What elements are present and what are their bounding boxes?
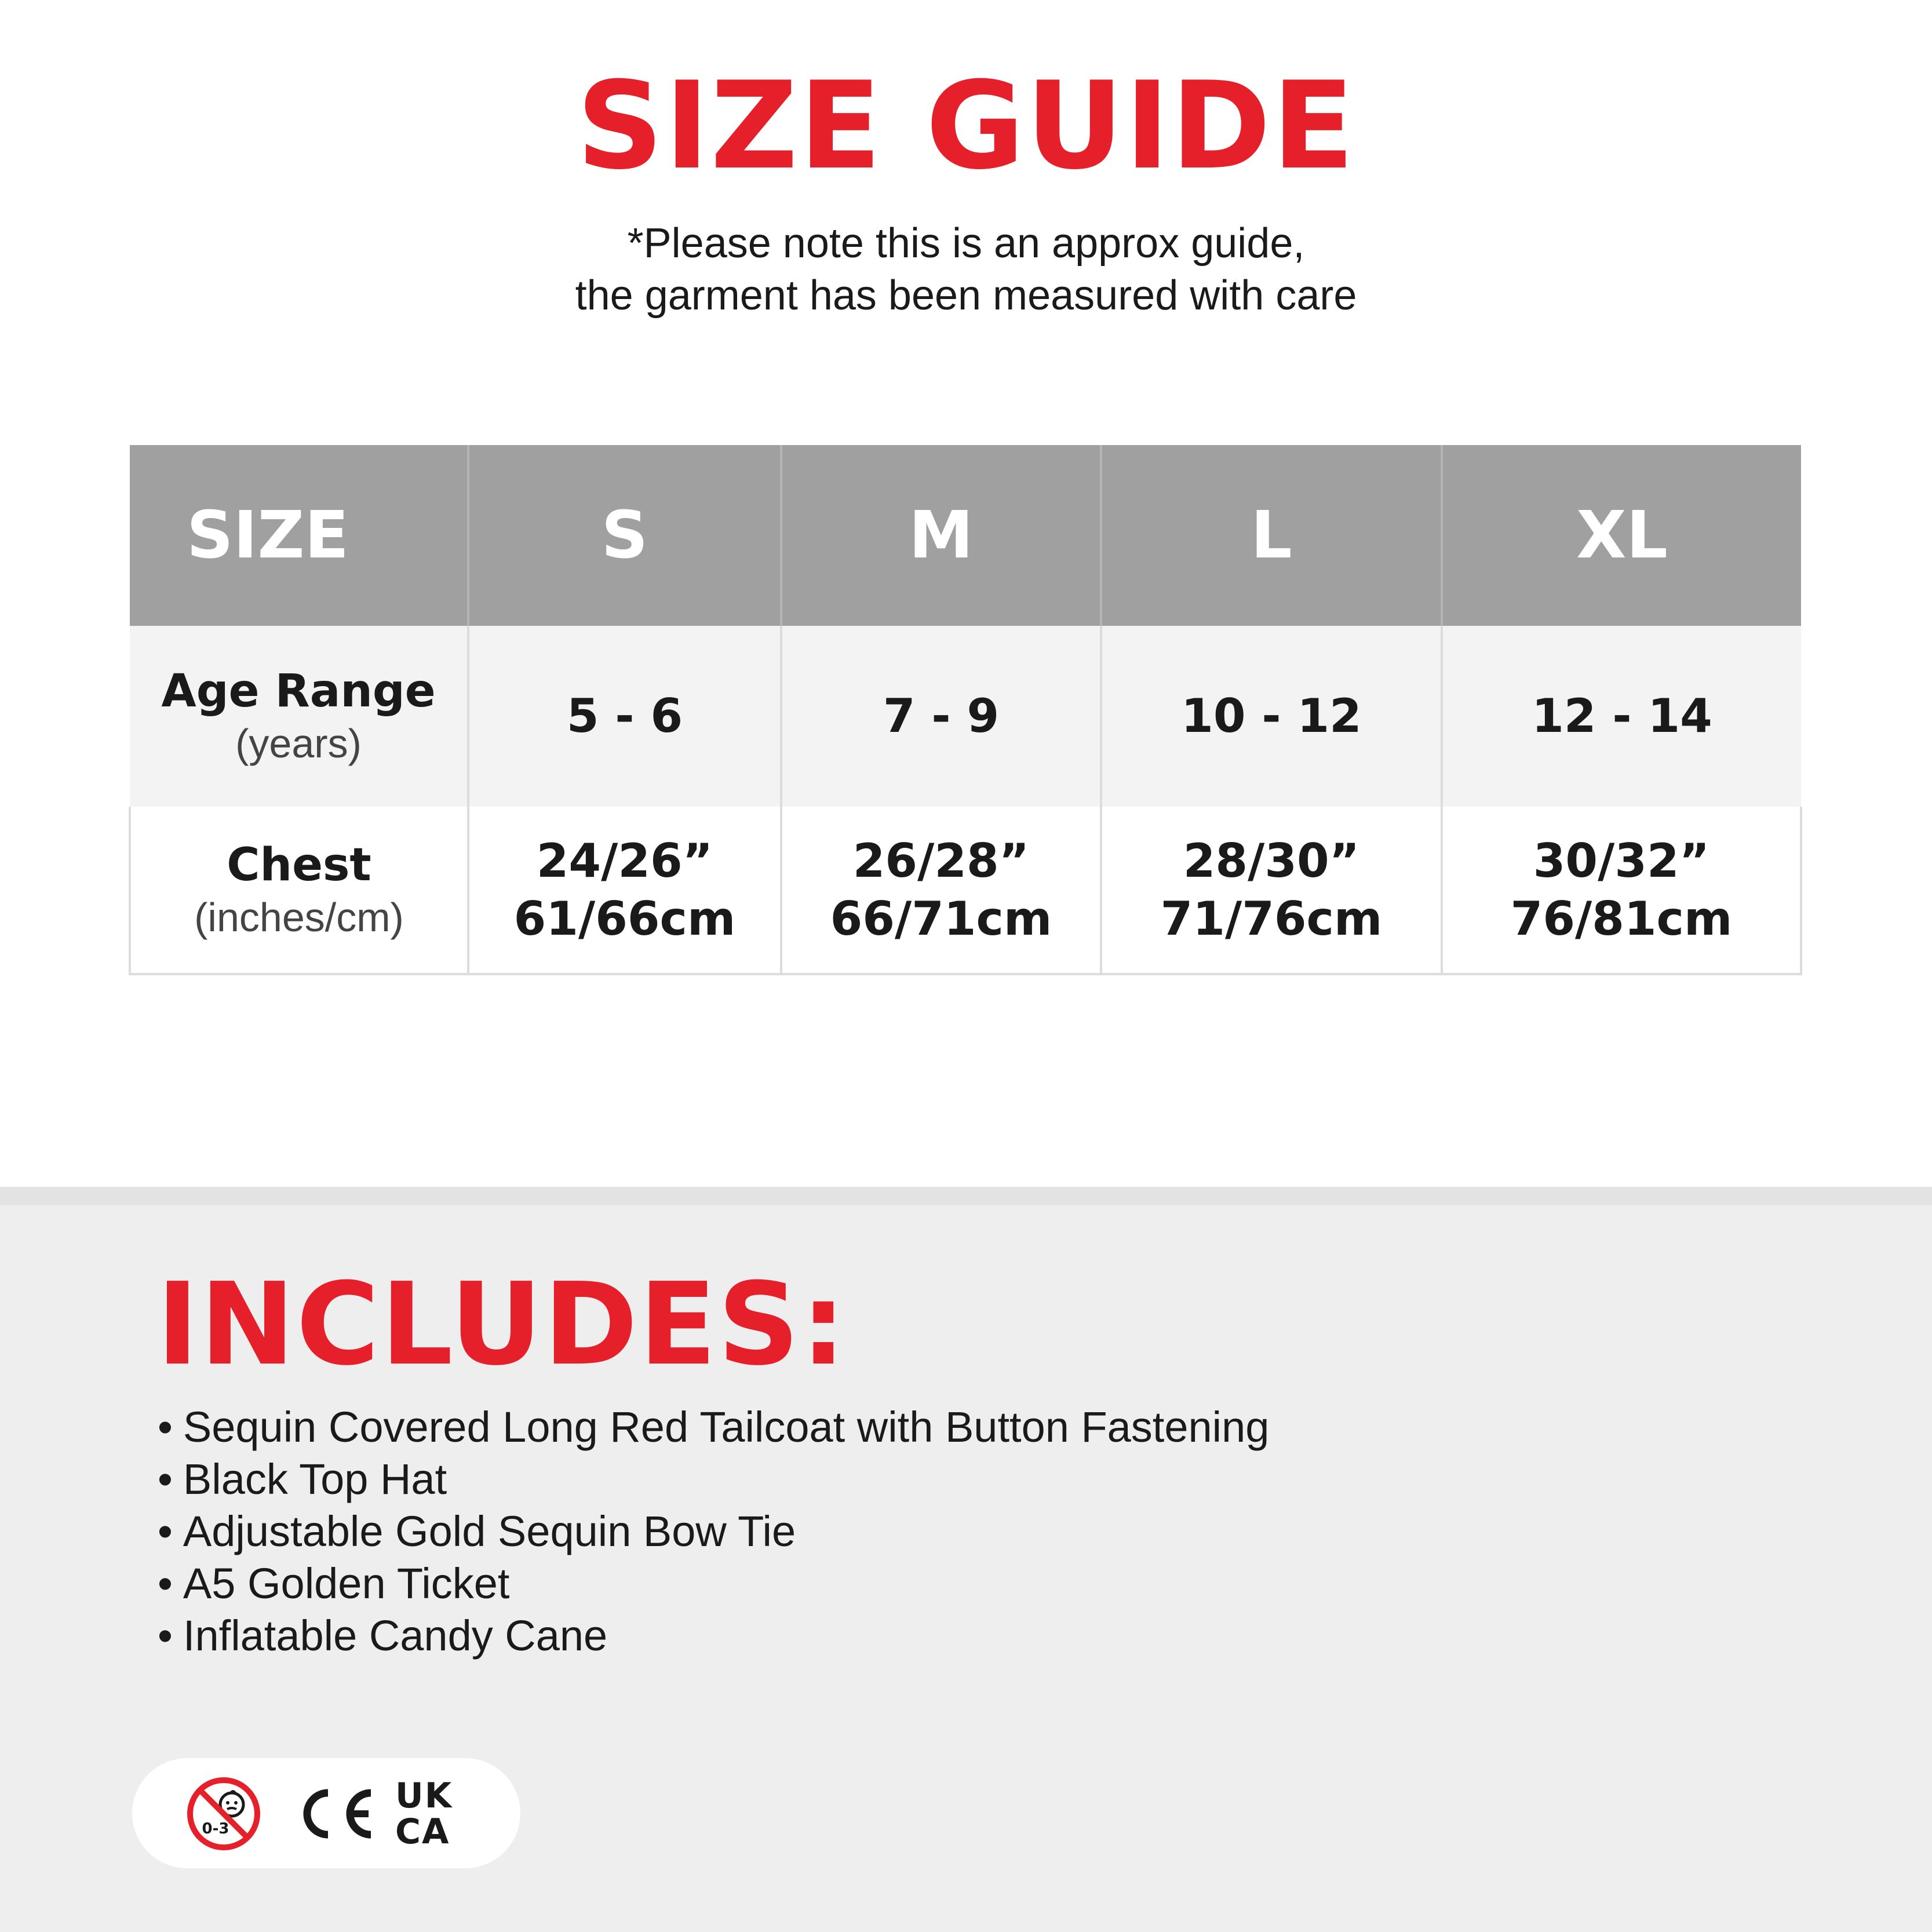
row-sublabel: (inches/cm) xyxy=(194,894,404,940)
includes-list xyxy=(158,1401,1269,1662)
list-item: • Adjustable Gold Sequin Bow Tie xyxy=(158,1505,1269,1558)
header-size: SIZE xyxy=(130,445,468,626)
note-line-1: *Please note this is an approx guide, xyxy=(627,220,1305,267)
table-cell xyxy=(468,626,781,807)
table-cell xyxy=(1101,626,1442,807)
cell-value-cm: 61/66cm xyxy=(513,891,736,946)
includes-title: INCLUDES: xyxy=(156,1259,847,1391)
ce-mark-icon xyxy=(292,1786,378,1842)
table-row-chest xyxy=(130,807,1801,974)
header-s: S xyxy=(468,445,781,626)
cell-value-cm: 76/81cm xyxy=(1510,891,1733,946)
size-header-row xyxy=(130,445,1801,626)
cell-value: 10 - 12 xyxy=(1181,689,1362,743)
cell-value-inches: 24/26” xyxy=(536,833,713,888)
row-sublabel: (years) xyxy=(235,721,362,766)
age-warning-label: 0-3 xyxy=(202,1820,229,1838)
list-item: • Sequin Covered Long Red Tailcoat with Button Fastening xyxy=(158,1401,1269,1453)
table-cell xyxy=(1442,626,1801,807)
list-item: • Black Top Hat xyxy=(158,1453,1269,1505)
cell-value: 12 - 14 xyxy=(1532,689,1712,743)
table-cell xyxy=(781,626,1101,807)
table-cell xyxy=(781,807,1101,974)
ukca-line-2: CA xyxy=(395,1811,450,1852)
row-label: Chest xyxy=(227,839,371,891)
safety-marks-badge xyxy=(132,1758,520,1868)
cell-value: 7 - 9 xyxy=(883,689,1000,743)
cell-value-inches: 30/32” xyxy=(1533,833,1710,888)
header-xl: XL xyxy=(1442,445,1801,626)
table-cell xyxy=(468,807,781,974)
row-label: Age Range xyxy=(161,665,436,717)
ukca-line-1: UK xyxy=(395,1776,453,1816)
measurement-note xyxy=(0,217,1932,322)
cell-value: 5 - 6 xyxy=(566,689,683,743)
list-item: • A5 Golden Ticket xyxy=(158,1558,1269,1610)
not-for-under-3-icon xyxy=(185,1776,262,1852)
table-row-age-range xyxy=(130,626,1801,807)
list-item: • Inflatable Candy Cane xyxy=(158,1610,1269,1662)
note-line-2: the garment has been measured with care xyxy=(575,272,1357,319)
cell-value-inches: 26/28” xyxy=(852,833,1030,888)
cell-value-cm: 66/71cm xyxy=(830,891,1052,946)
table-cell xyxy=(1442,807,1801,974)
header-m: M xyxy=(781,445,1101,626)
cell-value-inches: 28/30” xyxy=(1183,833,1360,888)
size-table xyxy=(129,445,1802,975)
ukca-mark-icon xyxy=(395,1778,466,1850)
row-label-cell xyxy=(130,807,468,974)
cell-value-cm: 71/76cm xyxy=(1160,891,1383,946)
row-label-cell xyxy=(130,626,468,807)
header-l: L xyxy=(1101,445,1442,626)
table-cell xyxy=(1101,807,1442,974)
size-guide-title: SIZE GUIDE xyxy=(576,56,1356,196)
